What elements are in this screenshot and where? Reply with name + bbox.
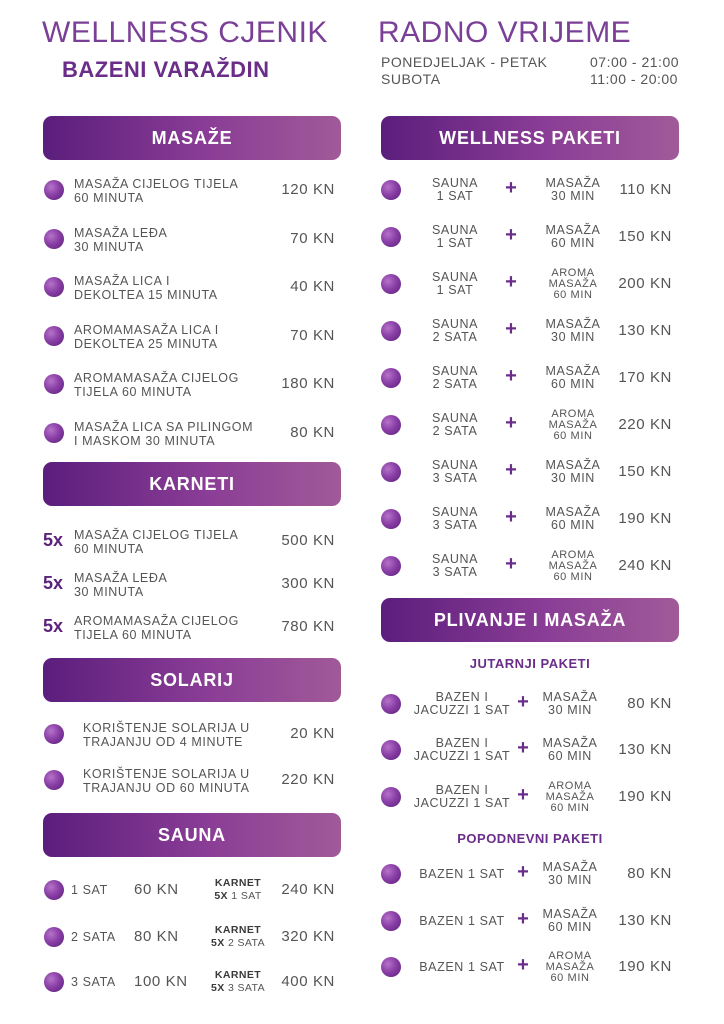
package-sauna: SAUNA 1 SAT [431, 223, 479, 250]
package-massage: MASAŽA 60 MIN [545, 505, 601, 532]
bullet-icon [381, 180, 401, 200]
package-price: 240 KN [618, 557, 672, 574]
section-header-masaze: MASAŽE [43, 116, 341, 160]
package-massage: MASAŽA 60 MIN [542, 736, 598, 763]
bullet-icon [381, 274, 401, 294]
masaza-price: 70 KN [290, 327, 335, 344]
package-massage: MASAŽA 60 MIN [545, 223, 601, 250]
masaza-label: MASAŽA LICA SA PILINGOM I MASKOM 30 MINUTA [74, 420, 254, 448]
masaza-label: MASAŽA LICA I DEKOLTEA 15 MINUTA [74, 274, 218, 302]
masaza-label: MASAŽA LEĐA 30 MINUTA [74, 226, 168, 254]
karnet-label: KARNET [214, 969, 262, 981]
package-pool: BAZEN 1 SAT [419, 960, 505, 974]
sauna-karnet-price: 400 KN [281, 973, 335, 990]
section-header-solarij: SOLARIJ [43, 658, 341, 702]
plus-icon: + [517, 908, 529, 930]
masaza-label: AROMAMASAŽA CIJELOG TIJELA 60 MINUTA [74, 371, 239, 399]
bullet-icon [44, 927, 64, 947]
package-price: 220 KN [618, 416, 672, 433]
karnet-qty: 5x [43, 530, 64, 550]
bullet-icon [381, 415, 401, 435]
package-massage: MASAŽA 60 MIN [545, 364, 601, 391]
masaza-label: MASAŽA CIJELOG TIJELA 60 MINUTA [74, 177, 239, 205]
solarij-price: 20 KN [290, 725, 335, 742]
popodnevni-title: POPODNEVNI PAKETI [457, 831, 603, 846]
bullet-icon [381, 462, 401, 482]
sauna-price: 100 KN [134, 973, 188, 990]
page-title: WELLNESS CJENIK [42, 16, 328, 49]
sauna-karnet [206, 924, 270, 950]
bullet-icon [381, 321, 401, 341]
karnet-duration: 1 SAT [227, 890, 262, 902]
package-massage: MASAŽA 30 MIN [545, 458, 601, 485]
package-price: 130 KN [618, 322, 672, 339]
sauna-price: 60 KN [134, 881, 179, 898]
bullet-icon [44, 326, 64, 346]
package-price: 110 KN [619, 181, 672, 198]
bullet-icon [44, 880, 64, 900]
bullet-icon [381, 957, 401, 977]
package-price: 170 KN [618, 369, 672, 386]
package-massage: MASAŽA 30 MIN [545, 317, 601, 344]
masaza-price: 120 KN [281, 181, 335, 198]
sauna-karnet [206, 877, 270, 903]
package-sauna: SAUNA 2 SATA [431, 364, 479, 391]
package-massage: AROMA MASAŽA 60 MIN [545, 780, 595, 814]
sauna-karnet-price: 240 KN [281, 881, 335, 898]
package-massage: AROMA MASAŽA 60 MIN [548, 267, 598, 301]
plus-icon: + [505, 318, 517, 340]
package-massage: MASAŽA 30 MIN [545, 176, 601, 203]
bullet-icon [381, 509, 401, 529]
sauna-duration: 3 SATA [71, 975, 116, 989]
package-sauna: SAUNA 2 SATA [431, 317, 479, 344]
package-price: 190 KN [618, 510, 672, 527]
karnet-label: KARNET [214, 924, 262, 936]
package-sauna: SAUNA 1 SAT [431, 270, 479, 297]
karnet-price: 300 KN [281, 575, 335, 592]
bullet-icon [44, 423, 64, 443]
bullet-icon [44, 770, 64, 790]
bullet-icon [381, 227, 401, 247]
package-sauna: SAUNA 1 SAT [431, 176, 479, 203]
bullet-icon [381, 368, 401, 388]
karnet-price: 500 KN [281, 532, 335, 549]
package-massage: MASAŽA 60 MIN [542, 907, 598, 934]
sauna-duration: 2 SATA [71, 930, 116, 944]
package-massage: MASAŽA 30 MIN [542, 690, 598, 717]
package-massage: AROMA MASAŽA 60 MIN [548, 408, 598, 442]
package-price: 150 KN [618, 228, 672, 245]
package-massage: MASAŽA 30 MIN [542, 860, 598, 887]
plus-icon: + [505, 365, 517, 387]
solarij-label: KORIŠTENJE SOLARIJA U TRAJANJU OD 4 MINUTE [83, 721, 250, 749]
karnet-qty: 5X [214, 890, 228, 902]
masaza-price: 70 KN [290, 230, 335, 247]
plus-icon: + [505, 459, 517, 481]
hours-title: RADNO VRIJEME [378, 16, 632, 49]
package-price: 80 KN [627, 865, 672, 882]
sauna-price: 80 KN [134, 928, 179, 945]
masaza-price: 40 KN [290, 278, 335, 295]
bullet-icon [381, 787, 401, 807]
page-subtitle: BAZENI VARAŽDIN [62, 57, 270, 82]
plus-icon: + [517, 784, 529, 806]
plus-icon: + [505, 412, 517, 434]
package-price: 150 KN [618, 463, 672, 480]
section-header-wellness: WELLNESS PAKETI [381, 116, 679, 160]
sauna-duration: 1 SAT [71, 883, 108, 897]
package-pool: BAZEN 1 SAT [419, 867, 505, 881]
karnet-qty: 5X [211, 982, 225, 994]
package-sauna: SAUNA 2 SATA [431, 411, 479, 438]
plus-icon: + [517, 737, 529, 759]
package-price: 200 KN [618, 275, 672, 292]
jutarnji-title: JUTARNJI PAKETI [469, 656, 591, 671]
plus-icon: + [505, 553, 517, 575]
package-pool: BAZEN 1 SAT [419, 914, 505, 928]
bullet-icon [381, 740, 401, 760]
plus-icon: + [505, 271, 517, 293]
karnet-price: 780 KN [281, 618, 335, 635]
plus-icon: + [517, 861, 529, 883]
section-header-sauna: SAUNA [43, 813, 341, 857]
bullet-icon [44, 374, 64, 394]
package-price: 130 KN [618, 912, 672, 929]
plus-icon: + [505, 506, 517, 528]
karnet-label: AROMAMASAŽA CIJELOG TIJELA 60 MINUTA [74, 614, 239, 642]
section-header-karneti: KARNETI [43, 462, 341, 506]
solarij-price: 220 KN [281, 771, 335, 788]
package-massage: AROMA MASAŽA 60 MIN [548, 549, 598, 583]
bullet-icon [381, 694, 401, 714]
hours-time-saturday: 11:00 - 20:00 [590, 71, 678, 87]
karnet-duration: 3 SATA [224, 982, 265, 994]
bullet-icon [381, 911, 401, 931]
package-massage: AROMA MASAŽA 60 MIN [545, 950, 595, 984]
karnet-label: KARNET [214, 877, 262, 889]
package-pool: BAZEN I JACUZZI 1 SAT [413, 783, 511, 810]
bullet-icon [44, 724, 64, 744]
hours-days-weekday: PONEDJELJAK - PETAK [381, 54, 548, 70]
package-pool: BAZEN I JACUZZI 1 SAT [413, 736, 511, 763]
bullet-icon [381, 864, 401, 884]
masaza-price: 80 KN [290, 424, 335, 441]
bullet-icon [44, 277, 64, 297]
sauna-karnet [206, 969, 270, 995]
sauna-karnet-price: 320 KN [281, 928, 335, 945]
masaza-price: 180 KN [281, 375, 335, 392]
bullet-icon [44, 972, 64, 992]
karnet-qty: 5x [43, 616, 64, 636]
karnet-label: MASAŽA CIJELOG TIJELA 60 MINUTA [74, 528, 239, 556]
hours-days-saturday: SUBOTA [381, 71, 441, 87]
section-header-plivanje: PLIVANJE I MASAŽA [381, 598, 679, 642]
bullet-icon [44, 180, 64, 200]
package-price: 190 KN [618, 958, 672, 975]
karnet-qty: 5X [211, 937, 225, 949]
karnet-duration: 2 SATA [224, 937, 265, 949]
karnet-qty: 5x [43, 573, 64, 593]
package-sauna: SAUNA 3 SATA [431, 552, 479, 579]
solarij-label: KORIŠTENJE SOLARIJA U TRAJANJU OD 60 MINUTA [83, 767, 250, 795]
package-sauna: SAUNA 3 SATA [431, 505, 479, 532]
plus-icon: + [505, 177, 517, 199]
package-price: 130 KN [618, 741, 672, 758]
karnet-label: MASAŽA LEĐA 30 MINUTA [74, 571, 168, 599]
bullet-icon [381, 556, 401, 576]
plus-icon: + [517, 691, 529, 713]
package-pool: BAZEN I JACUZZI 1 SAT [413, 690, 511, 717]
hours-time-weekday: 07:00 - 21:00 [590, 54, 680, 70]
package-price: 80 KN [627, 695, 672, 712]
plus-icon: + [505, 224, 517, 246]
bullet-icon [44, 229, 64, 249]
package-price: 190 KN [618, 788, 672, 805]
masaza-label: AROMAMASAŽA LICA I DEKOLTEA 25 MINUTA [74, 323, 219, 351]
package-sauna: SAUNA 3 SATA [431, 458, 479, 485]
plus-icon: + [517, 954, 529, 976]
